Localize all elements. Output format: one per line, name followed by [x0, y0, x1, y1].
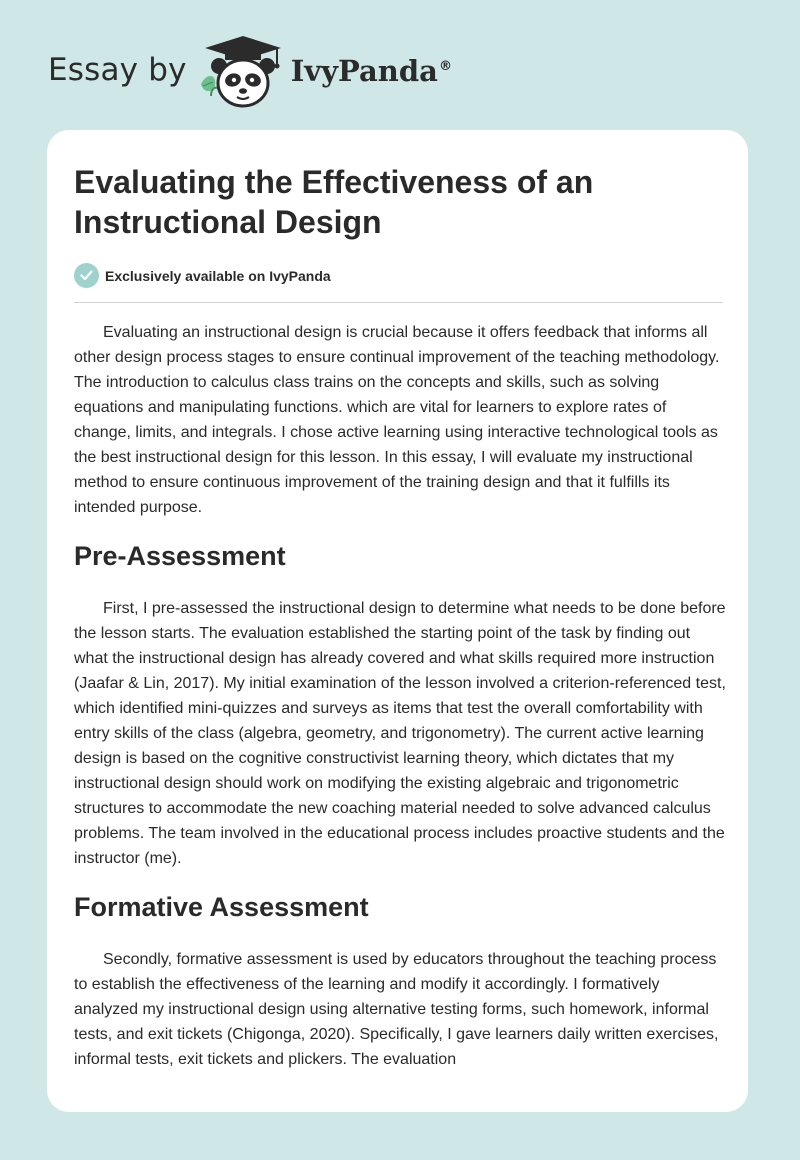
- brand-name: IvyPanda®: [290, 54, 452, 88]
- essay-card: [47, 130, 748, 1112]
- exclusive-badge: [74, 263, 331, 288]
- exclusive-label: Exclusively available on IvyPanda: [105, 267, 331, 284]
- formative-assessment-paragraph: Secondly, formative assessment is used by educators throughout the teaching process to establish the effectiveness of the learning and modify it accordingly. I formatively analyzed my instructional design using alternative testing forms, such homework, informal tests, and exit tickets (Chigonga, 2020). Specifically, I gave learners daily written exercises, informal tests, exit tickets and plickers. The evaluation: [74, 951, 719, 1068]
- section-heading-formative-assessment: Formative Assessment: [74, 892, 369, 922]
- brand-prefix: Essay by: [48, 52, 187, 88]
- panda-logo-icon: [197, 34, 289, 110]
- check-icon: [74, 263, 99, 288]
- page-title: Evaluating the Effectiveness of an Instructional Design: [74, 164, 594, 240]
- brand-header[interactable]: [48, 34, 452, 110]
- pre-assessment-paragraph: First, I pre-assessed the instructional design to determine what needs to be done before the lesson starts. The evaluation established the starting point of the task by finding out what the instructional design has already covered and what skills required more instruction (Jaafar & Lin, 2017). My initial examination of the lesson involved a criterion-referenced test, which identified mini-quizzes and surveys as items that test the overall comfortability with entry skills of the class (algebra, geometry, and trigonometry). The current active learning design is based on the cognitive constructivist learning theory, which dictates that my instructional design should work on modifying the existing algebraic and trigonometric structures to accommodate the new coaching material needed to solve advanced calculus problems. The team involved in the educational process includes proactive students and the instructor (me).: [74, 600, 726, 867]
- intro-paragraph: Evaluating an instructional design is crucial because it offers feedback that informs all other design process stages to ensure continual improvement of the teaching methodology. The introduction to calculus class trains on the concepts and skills, such as solving equations and manipulating functions. which are vital for learners to explore rates of change, limits, and integrals. I chose active learning using interactive technological tools as the best instructional design for this lesson. In this essay, I will evaluate my instructional method to ensure continuous improvement of the training design and that it fulfills its intended purpose.: [74, 324, 720, 516]
- section-heading-pre-assessment: Pre-Assessment: [74, 541, 286, 571]
- divider: [74, 302, 723, 303]
